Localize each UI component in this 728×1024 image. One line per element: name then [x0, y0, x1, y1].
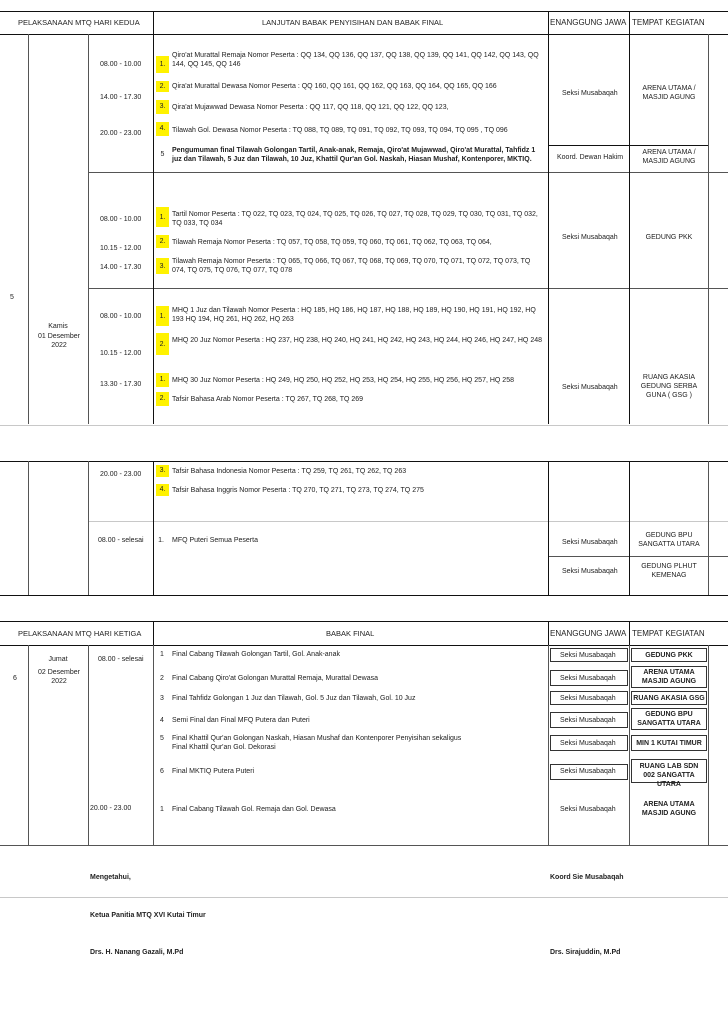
tempat-label: GEDUNG PKK [645, 234, 693, 241]
time-slot: 14.00 - 17.30 [100, 264, 142, 271]
koord-label: Koord Sie Musabaqah [550, 874, 624, 881]
tempat-label: GEDUNG PKK [645, 652, 693, 659]
header-pelaksanaan: PELAKSANAAN MTQ HARI KEDUA [18, 18, 140, 27]
pj-label: Seksi Musabaqah [562, 234, 618, 241]
item-number: 4. [156, 484, 169, 496]
item-number: 3. [156, 258, 169, 274]
item-text: Qira'at Murattal Dewasa Nomor Peserta : QQ 160, QQ 161, QQ 162, QQ 163, QQ 164, QQ 165, QQ 166 [172, 83, 497, 90]
header-babak-final: BABAK FINAL [326, 629, 375, 638]
time-slot: 10.15 - 12.00 [100, 350, 142, 357]
ketua-name: Drs. H. Nanang Gazali, M.Pd [90, 949, 184, 956]
time-slot: 08.00 - selesai [98, 537, 144, 544]
time-slot: 20.00 - 23.00 [90, 805, 132, 812]
time-slot: 08.00 - selesai [98, 656, 144, 663]
tempat-label: GEDUNG BPU SANGATTA UTARA [638, 532, 700, 548]
item-number: 1. [156, 56, 169, 73]
tempat-label: MIN 1 KUTAI TIMUR [636, 740, 702, 747]
pj-label: Seksi Musabaqah [560, 675, 616, 682]
tempat-label: RUANG AKASIA GEDUNG SERBA GUNA ( GSG ) [640, 374, 698, 399]
item-number: 5 [160, 151, 165, 158]
pj-label: Seksi Musabaqah [560, 717, 616, 724]
pj-label: Seksi Musabaqah [560, 806, 616, 813]
item-number: 1 [160, 651, 164, 658]
item-number: 1 [160, 806, 164, 813]
header-pelaksanaan: PELAKSANAAN MTQ HARI KETIGA [18, 629, 142, 638]
ketua-label: Ketua Panitia MTQ XVI Kutai Timur [90, 912, 206, 919]
day-label: Kamis [48, 323, 68, 330]
header-penanggung-jawab: ENANGGUNG JAWA [550, 18, 627, 27]
item-text: Final MKTIQ Putera Puteri [172, 768, 255, 775]
item-number: 4 [160, 717, 164, 724]
item-number: 1. [156, 207, 169, 227]
item-text: Tilawah Remaja Nomor Peserta : TQ 065, TQ 066, TQ 067, TQ 068, TQ 069, TQ 070, TQ 071, TQ 072, TQ 073, TQ 074, TQ 075, TQ 076, TQ 077, TQ 078 [172, 258, 531, 274]
item-text: Final Tahfidz Golongan 1 Juz dan Tilawah, Gol. 5 Juz dan Tilawah, Gol. 10 Juz [172, 695, 416, 702]
date-label: 02 Desember 2022 [37, 669, 81, 685]
item-text: Semi Final dan Final MFQ Putera dan Puteri [172, 717, 310, 724]
item-text: Final Khattil Qur'an Golongan Naskah, Hiasan Mushaf dan Kontenporer Penyisihan sekaligus Final Khattil Qur'an Gol. Dekorasi [172, 735, 462, 751]
item-text: Tafsir Bahasa Indonesia Nomor Peserta : TQ 259, TQ 261, TQ 262, TQ 263 [172, 468, 407, 475]
tempat-label: ARENA UTAMA / MASJID AGUNG [642, 149, 696, 165]
item-text: Pengumuman final Tilawah Golongan Tartil, Anak-anak, Remaja, Qiro'at Mujawwad, Qiro'at Murattal, Tahfidz 1 juz dan Tilawah, 5 Juz dan Tilawah, 10 Juz, Khattil Qur'an Gol. Naskah, Hiasan Mushaf, Kontenporer, MKTIQ. [172, 147, 536, 163]
item-text: MFQ Puteri Semua Peserta [172, 537, 258, 544]
item-number: 6 [160, 768, 164, 775]
pj-label: Seksi Musabaqah [560, 652, 616, 659]
time-slot: 20.00 - 23.00 [100, 130, 142, 137]
tempat-label: ARENA UTAMA / MASJID AGUNG [642, 85, 696, 101]
item-text: MHQ 20 Juz Nomor Peserta : HQ 237, HQ 238, HQ 240, HQ 241, HQ 242, HQ 243, HQ 244, HQ 246, HQ 247, HQ 248 [172, 337, 542, 344]
item-number: 1. [156, 306, 169, 326]
header-penanggung-jawab: ENANGGUNG JAWA [550, 629, 627, 638]
tempat-label: ARENA UTAMA MASJID AGUNG [641, 801, 697, 817]
item-text: Tartil Nomor Peserta : TQ 022, TQ 023, TQ 024, TQ 025, TQ 026, TQ 027, TQ 028, TQ 029, TQ 030, TQ 031, TQ 032, TQ 033, TQ 034 [172, 211, 538, 227]
time-slot: 08.00 - 10.00 [100, 313, 142, 320]
item-number: 2. [156, 392, 169, 406]
item-number: 5 [160, 735, 164, 742]
header-lanjutan: LANJUTAN BABAK PENYISIHAN DAN BABAK FINAL [262, 18, 444, 27]
pj-label: Seksi Musabaqah [562, 384, 618, 391]
time-slot: 08.00 - 10.00 [100, 61, 142, 68]
pj-label: Seksi Musabaqah [560, 768, 616, 775]
tempat-label: GEDUNG PLHUT KEMENAG [641, 563, 697, 579]
item-text: Tafsir Bahasa Arab Nomor Peserta : TQ 267, TQ 268, TQ 269 [172, 396, 364, 403]
item-text: Qira'at Mujawwad Dewasa Nomor Peserta : QQ 117, QQ 118, QQ 121, QQ 122, QQ 123, [172, 104, 449, 111]
item-number: 3. [156, 100, 169, 114]
time-slot: 10.15 - 12.00 [100, 245, 142, 252]
pj-label: Koord. Dewan Hakim [557, 154, 624, 161]
time-slot: 13.30 - 17.30 [100, 381, 142, 388]
item-text: Final Cabang Qiro'at Golongan Murattal Remaja, Murattal Dewasa [172, 675, 378, 682]
pj-label: Seksi Musabaqah [562, 90, 618, 97]
time-slot: 14.00 - 17.30 [100, 94, 142, 101]
tempat-label: RUANG AKASIA GSG [633, 695, 705, 702]
item-text: Tafsir Bahasa Inggris Nomor Peserta : TQ 270, TQ 271, TQ 273, TQ 274, TQ 275 [172, 487, 424, 494]
pj-label: Seksi Musabaqah [560, 740, 616, 747]
row-number: 5 [10, 294, 14, 301]
item-number: 2. [156, 235, 169, 248]
item-number: 1. [156, 373, 169, 387]
date-label: 01 Desember 2022 [37, 333, 81, 349]
day-label: Jumat [48, 656, 68, 663]
koord-name: Drs. Sirajuddin, M.Pd [550, 949, 621, 956]
item-number: 4. [156, 122, 169, 136]
row-number: 6 [13, 675, 17, 682]
item-number: 2. [156, 81, 169, 92]
tempat-label: GEDUNG BPU SANGATTA UTARA [637, 711, 701, 727]
mengetahui-label: Mengetahui, [90, 874, 131, 881]
item-text: Final Cabang Tilawah Golongan Tartil, Gol. Anak-anak [172, 651, 340, 658]
item-text: Final Cabang Tilawah Gol. Remaja dan Gol. Dewasa [172, 806, 336, 813]
pj-label: Seksi Musabaqah [560, 695, 616, 702]
time-slot: 08.00 - 10.00 [100, 216, 142, 223]
item-number: 3. [156, 465, 169, 477]
item-number: 3 [160, 695, 164, 702]
time-slot: 20.00 - 23.00 [100, 471, 142, 478]
item-text: Qiro'at Murattal Remaja Nomor Peserta : QQ 134, QQ 136, QQ 137, QQ 138, QQ 139, QQ 141, QQ 142, QQ 143, QQ 144, QQ 145, QQ 146 [172, 52, 539, 68]
item-text: MHQ 1 Juz dan Tilawah Nomor Peserta : HQ 185, HQ 186, HQ 187, HQ 188, HQ 189, HQ 190, HQ 191, HQ 192, HQ 193 HQ 194, HQ 261, HQ 262, HQ 263 [172, 307, 536, 323]
item-text: MHQ 30 Juz Nomor Peserta : HQ 249, HQ 250, HQ 252, HQ 253, HQ 254, HQ 255, HQ 256, HQ 257, HQ 258 [172, 377, 514, 384]
header-tempat: TEMPAT KEGIATAN [632, 18, 705, 27]
item-number: 2 [160, 675, 164, 682]
item-number: 1. [158, 537, 164, 544]
tempat-label: RUANG LAB SDN 002 SANGATTA UTARA [639, 763, 699, 788]
item-text: Tilawah Gol. Dewasa Nomor Peserta : TQ 088, TQ 089, TQ 091, TQ 092, TQ 093, TQ 094, TQ 095 , TQ 096 [172, 127, 508, 134]
pj-label: Seksi Musabaqah [562, 568, 618, 575]
pj-label: Seksi Musabaqah [562, 539, 618, 546]
item-number: 2. [156, 333, 169, 355]
tempat-label: ARENA UTAMA MASJID AGUNG [641, 669, 697, 685]
item-text: Tilawah Remaja Nomor Peserta : TQ 057, TQ 058, TQ 059, TQ 060, TQ 061, TQ 062, TQ 063, TQ 064, [172, 239, 492, 246]
header-tempat: TEMPAT KEGIATAN [632, 629, 705, 638]
